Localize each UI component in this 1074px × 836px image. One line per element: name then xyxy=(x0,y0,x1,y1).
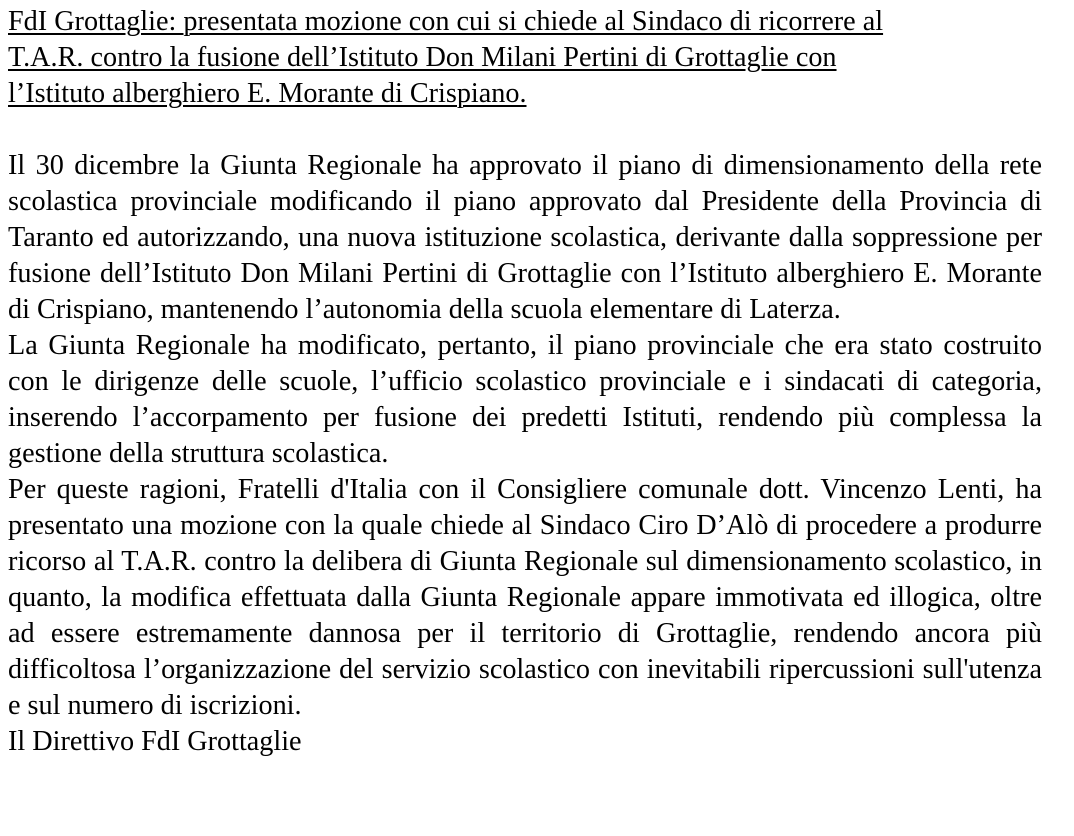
title-line-3: l’Istituto alberghiero E. Morante di Crispiano. xyxy=(8,78,527,109)
title-line-2: T.A.R. contro la fusione dell’Istituto Don Milani Pertini di Grottaglie con xyxy=(8,42,837,73)
paragraph-2: La Giunta Regionale ha modificato, pertanto, il piano provinciale che era stato costruito con le dirigenze delle scuole, l’ufficio scolastico provinciale e i sindacati di categoria, inserendo l’accorpamento per fusione dei predetti Istituti, rendendo più complessa la gestione della struttura scolastica. xyxy=(8,330,1042,469)
title-spacer xyxy=(8,112,1042,148)
paragraph-3: Per queste ragioni, Fratelli d'Italia con il Consigliere comunale dott. Vincenzo Lenti, ha presentato una mozione con la quale chiede al Sindaco Ciro D’Alò di procedere a produrre ricorso al T.A.R. contro la delibera di Giunta Regionale sul dimensionamento scolastico, in quanto, la modifica effettuata dalla Giunta Regionale appare immotivata ed illogica, oltre ad essere estremamente dannosa per il territorio di Grottaglie, rendendo ancora più difficoltosa l’organizzazione del servizio scolastico con inevitabili ripercussioni sull'utenza e sul numero di iscrizioni. xyxy=(8,474,1042,721)
paragraph-1: Il 30 dicembre la Giunta Regionale ha approvato il piano di dimensionamento della rete scolastica provinciale modificando il piano approvato dal Presidente della Provincia di Taranto ed autorizzando, una nuova istituzione scolastica, derivante dalla soppressione per fusione dell’Istituto Don Milani Pertini di Grottaglie con l’Istituto alberghiero E. Morante di Crispiano, mantenendo l’autonomia della scuola elementare di Laterza. xyxy=(8,150,1042,325)
article-title-link[interactable] xyxy=(8,4,1042,112)
article xyxy=(8,4,1042,760)
signature: Il Direttivo FdI Grottaglie xyxy=(8,726,302,757)
title-line-1: FdI Grottaglie: presentata mozione con cui si chiede al Sindaco di ricorrere al xyxy=(8,6,884,37)
